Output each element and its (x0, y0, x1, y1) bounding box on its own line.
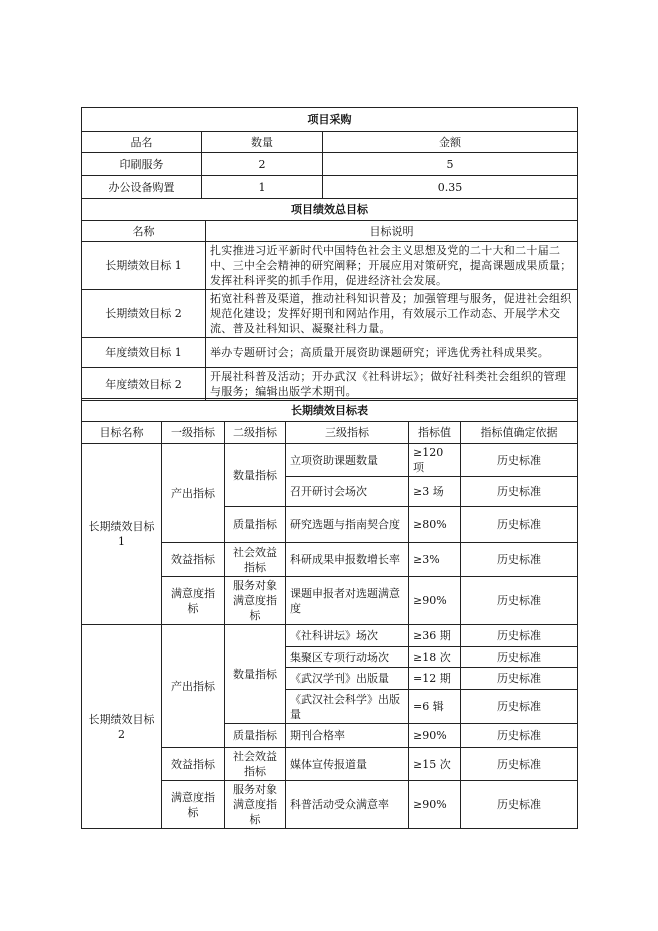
header-quantity: 数量 (202, 132, 323, 153)
level3-indicator: 召开研讨会场次 (286, 477, 409, 507)
header-level2: 二级指标 (225, 422, 286, 444)
level2-indicator: 质量指标 (225, 724, 286, 748)
item-amount: 0.35 (323, 176, 578, 199)
level3-indicator: 媒体宣传报道量 (286, 748, 409, 781)
goal-description: 举办专题研讨会；高质量开展资助课题研究；评选优秀社科成果奖。 (206, 338, 578, 368)
table-row (82, 290, 578, 338)
header-item-name: 品名 (82, 132, 202, 153)
indicator-basis: 历史标准 (461, 690, 578, 724)
header-goal-name: 目标名称 (82, 422, 162, 444)
goal-name: 长期绩效目标 2 (82, 625, 162, 829)
header-level3: 三级指标 (286, 422, 409, 444)
indicator-basis: 历史标准 (461, 647, 578, 668)
level2-indicator: 数量指标 (225, 625, 286, 724)
level2-indicator: 服务对象满意度指标 (225, 577, 286, 625)
indicator-value: ≥120 项 (409, 444, 461, 477)
level1-indicator: 效益指标 (162, 748, 225, 781)
table-row (82, 625, 578, 647)
item-name: 办公设备购置 (82, 176, 202, 199)
level3-indicator: 《社科讲坛》场次 (286, 625, 409, 647)
level2-indicator: 数量指标 (225, 444, 286, 507)
level2-indicator: 社会效益指标 (225, 543, 286, 577)
item-quantity: 1 (202, 176, 323, 199)
table-row (82, 368, 578, 401)
goal-name: 长期绩效目标 1 (82, 444, 162, 625)
indicator-basis: 历史标准 (461, 748, 578, 781)
indicator-basis: 历史标准 (461, 668, 578, 690)
level3-indicator: 研究选题与指南契合度 (286, 507, 409, 543)
goal-name: 年度绩效目标 2 (82, 368, 206, 401)
level1-indicator: 产出指标 (162, 444, 225, 543)
table-row (82, 176, 578, 199)
table-row (82, 444, 578, 477)
level3-indicator: 科研成果申报数增长率 (286, 543, 409, 577)
procurement-table (81, 107, 578, 199)
table-row (82, 153, 578, 176)
indicator-basis: 历史标准 (461, 625, 578, 647)
procurement-title: 项目采购 (82, 108, 578, 132)
indicator-basis: 历史标准 (461, 781, 578, 829)
goal-description: 扎实推进习近平新时代中国特色社会主义思想及党的二十大和二十届二中、三中全会精神的研究阐释；开展应用对策研究，提高课题成果质量；发挥社科评奖的抓手作用，促进经济社会发展。 (206, 242, 578, 290)
level1-indicator: 满意度指标 (162, 781, 225, 829)
level2-indicator: 质量指标 (225, 507, 286, 543)
header-value: 指标值 (409, 422, 461, 444)
header-level1: 一级指标 (162, 422, 225, 444)
indicator-value: ≥3 场 (409, 477, 461, 507)
level1-indicator: 产出指标 (162, 625, 225, 748)
goal-description: 拓宽社科普及渠道，推动社科知识普及；加强管理与服务，促进社会组织规范化建设；发挥好期刊和网站作用，有效展示工作动态、开展学术交流、普及社科知识、凝聚社科力量。 (206, 290, 578, 338)
header-amount: 金额 (323, 132, 578, 153)
goal-name: 年度绩效目标 1 (82, 338, 206, 368)
goal-description: 开展社科普及活动；开办武汉《社科讲坛》；做好社科类社会组织的管理与服务；编辑出版学术期刊。 (206, 368, 578, 401)
level3-indicator: 集聚区专项行动场次 (286, 647, 409, 668)
level3-indicator: 科普活动受众满意率 (286, 781, 409, 829)
overall-goals-title: 项目绩效总目标 (82, 199, 578, 221)
overall-goals-table (81, 198, 578, 401)
goal-name: 长期绩效目标 2 (82, 290, 206, 338)
header-description: 目标说明 (206, 221, 578, 242)
indicator-basis: 历史标准 (461, 724, 578, 748)
indicator-basis: 历史标准 (461, 507, 578, 543)
item-quantity: 2 (202, 153, 323, 176)
indicator-value: ≥90% (409, 781, 461, 829)
longterm-goals-table (81, 398, 578, 829)
level1-indicator: 满意度指标 (162, 577, 225, 625)
level2-indicator: 服务对象满意度指标 (225, 781, 286, 829)
level3-indicator: 课题申报者对选题满意度 (286, 577, 409, 625)
indicator-value: =6 辑 (409, 690, 461, 724)
indicator-value: ≥3% (409, 543, 461, 577)
indicator-value: ≥90% (409, 724, 461, 748)
table-row (82, 338, 578, 368)
indicator-value: =12 期 (409, 668, 461, 690)
indicator-basis: 历史标准 (461, 477, 578, 507)
indicator-value: ≥80% (409, 507, 461, 543)
level3-indicator: 《武汉学刊》出版量 (286, 668, 409, 690)
indicator-value: ≥15 次 (409, 748, 461, 781)
goal-name: 长期绩效目标 1 (82, 242, 206, 290)
level3-indicator: 《武汉社会科学》出版量 (286, 690, 409, 724)
level3-indicator: 期刊合格率 (286, 724, 409, 748)
indicator-basis: 历史标准 (461, 444, 578, 477)
indicator-basis: 历史标准 (461, 543, 578, 577)
level2-indicator: 社会效益指标 (225, 748, 286, 781)
indicator-value: ≥90% (409, 577, 461, 625)
level1-indicator: 效益指标 (162, 543, 225, 577)
longterm-goals-title: 长期绩效目标表 (82, 399, 578, 422)
indicator-basis: 历史标准 (461, 577, 578, 625)
indicator-value: ≥36 期 (409, 625, 461, 647)
header-basis: 指标值确定依据 (461, 422, 578, 444)
indicator-value: ≥18 次 (409, 647, 461, 668)
level3-indicator: 立项资助课题数量 (286, 444, 409, 477)
item-amount: 5 (323, 153, 578, 176)
item-name: 印刷服务 (82, 153, 202, 176)
header-name: 名称 (82, 221, 206, 242)
table-row (82, 242, 578, 290)
